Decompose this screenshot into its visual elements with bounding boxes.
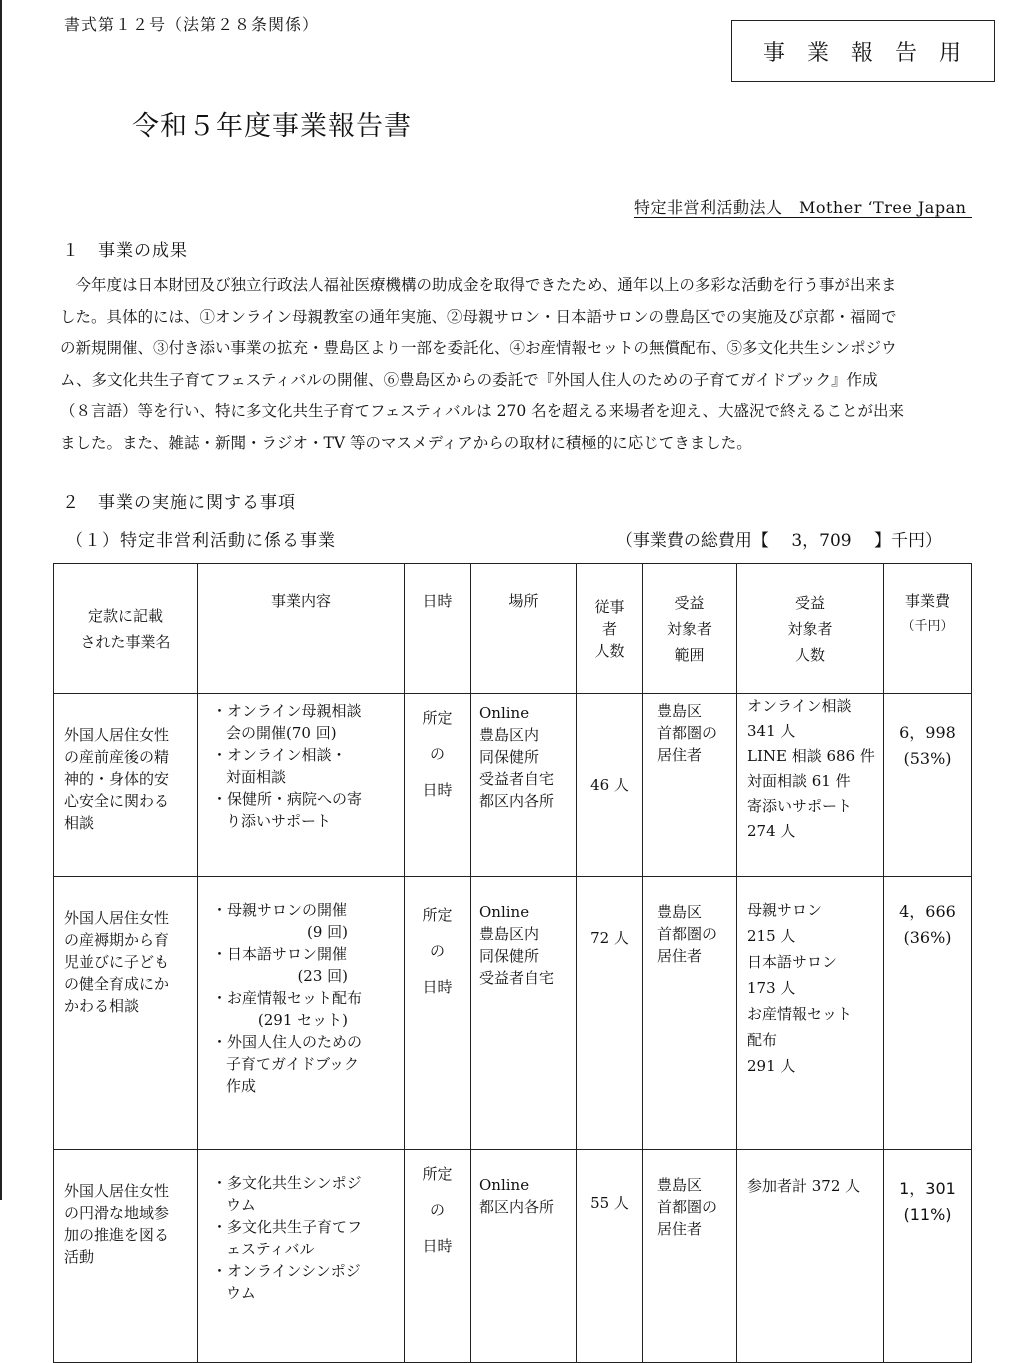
header-project-cost: 事業費 （千円）: [884, 564, 972, 694]
document-title: 令和５年度事業報告書: [132, 111, 412, 142]
header-beneficiary-count: 受益 対象者 人数: [737, 564, 884, 694]
page-edge: [0, 0, 2, 1200]
section-heading-implementation: ２ 事業の実施に関する事項: [62, 493, 296, 513]
project-place-cell: Online 豊島区内 同保健所 受益者自宅 都区内各所: [471, 694, 577, 877]
form-number: 書式第１２号（法第２８条関係）: [64, 15, 320, 34]
projects-table: [53, 563, 972, 1363]
header-place: 場所: [471, 564, 577, 694]
project-count-cell: 母親サロン 215 人 日本語サロン 173 人 お産情報セット 配布 291 人: [737, 877, 884, 1150]
project-count-cell: オンライン相談 341 人 LINE 相談 686 件 対面相談 61 件 寄添いサポート 274 人: [737, 694, 884, 877]
table-header-row: [54, 564, 972, 694]
project-scope-cell: 豊島区 首都圏の 居住者: [643, 1150, 737, 1363]
paragraph-line: ム、多文化共生子育てフェスティバルの開催、⑥豊島区からの委託で『外国人住人のための子育てガイドブック』作成: [60, 370, 878, 389]
project-cost-cell: 4，666 (36%): [884, 877, 972, 1150]
project-content-cell: ・オンライン母親相談 会の開催(70 回) ・オンライン相談・ 対面相談 ・保健所・病院への寄 り添いサポート: [198, 694, 405, 877]
project-staff-cell: 72 人: [577, 877, 643, 1150]
project-staff-cell: 46 人: [577, 694, 643, 877]
header-date: 日時: [405, 564, 471, 694]
table-row: [54, 1150, 972, 1363]
header-staff: 従事 者 人数: [577, 564, 643, 694]
project-cost-cell: 6，998 (53%): [884, 694, 972, 877]
project-date-cell: 所定 の 日時: [405, 877, 471, 1150]
project-content-cell: ・母親サロンの開催 (9 回) ・日本語サロン開催 (23 回) ・お産情報セット配布 (291 セット) ・外国人住人のための 子育てガイドブック 作成: [198, 877, 405, 1150]
project-date-cell: 所定 の 日時: [405, 694, 471, 877]
table-row: [54, 694, 972, 877]
project-staff-cell: 55 人: [577, 1150, 643, 1363]
header-beneficiary-scope: 受益 対象者 範囲: [643, 564, 737, 694]
project-name-cell: 外国人居住女性 の産褥期から育 児並びに子ども の健全育成にか かわる相談: [54, 877, 198, 1150]
paragraph-line: （８言語）等を行い、特に多文化共生子育てフェスティバルは 270 名を超える来場者を迎え、大盛況で終えることが出来: [60, 402, 905, 420]
section-heading-results: １ 事業の成果: [62, 241, 188, 261]
paragraph-line: した。具体的には、①オンライン母親教室の通年実施、②母親サロン・日本語サロンの豊島区での実施及び京都・福岡で: [60, 307, 897, 326]
table-row: [54, 877, 972, 1150]
header-project-name: 定款に記載 された事業名: [54, 564, 198, 694]
project-count-cell: 参加者計 372 人: [737, 1150, 884, 1363]
project-cost-cell: 1，301 (11%): [884, 1150, 972, 1363]
project-place-cell: Online 都区内各所: [471, 1150, 577, 1363]
sub-heading-nonprofit-projects: （１）特定非営利活動に係る事業: [66, 531, 336, 551]
paragraph-line: 今年度は日本財団及び独立行政法人福祉医療機構の助成金を取得できたため、通年以上の多彩な活動を行う事が出来ま: [60, 276, 897, 294]
header-content: 事業内容: [198, 564, 405, 694]
organization-name: 特定非営利活動法人 Mother ‘Tree Japan: [633, 198, 972, 217]
total-project-cost: （事業費の総費用【 3，709 】千円）: [615, 531, 942, 551]
project-place-cell: Online 豊島区内 同保健所 受益者自宅: [471, 877, 577, 1150]
project-scope-cell: 豊島区 首都圏の 居住者: [643, 694, 737, 877]
paragraph-line: ました。また、雑誌・新聞・ラジオ・TV 等のマスメディアからの取材に積極的に応じてきました。: [60, 433, 752, 452]
results-paragraph: [60, 270, 978, 459]
project-content-cell: ・多文化共生シンポジ ウム ・多文化共生子育てフ ェスティバル ・オンラインシンポジ ウム: [198, 1150, 405, 1363]
report-stamp: 事業報告用: [731, 20, 995, 82]
project-scope-cell: 豊島区 首都圏の 居住者: [643, 877, 737, 1150]
paragraph-line: の新規開催、③付き添い事業の拡充・豊島区より一部を委託化、④お産情報セットの無償配布、⑤多文化共生シンポジウ: [60, 339, 897, 357]
project-name-cell: 外国人居住女性 の円滑な地域参 加の推進を図る 活動: [54, 1150, 198, 1363]
project-date-cell: 所定 の 日時: [405, 1150, 471, 1363]
project-name-cell: 外国人居住女性 の産前産後の精 神的・身体的安 心安全に関わる 相談: [54, 694, 198, 877]
